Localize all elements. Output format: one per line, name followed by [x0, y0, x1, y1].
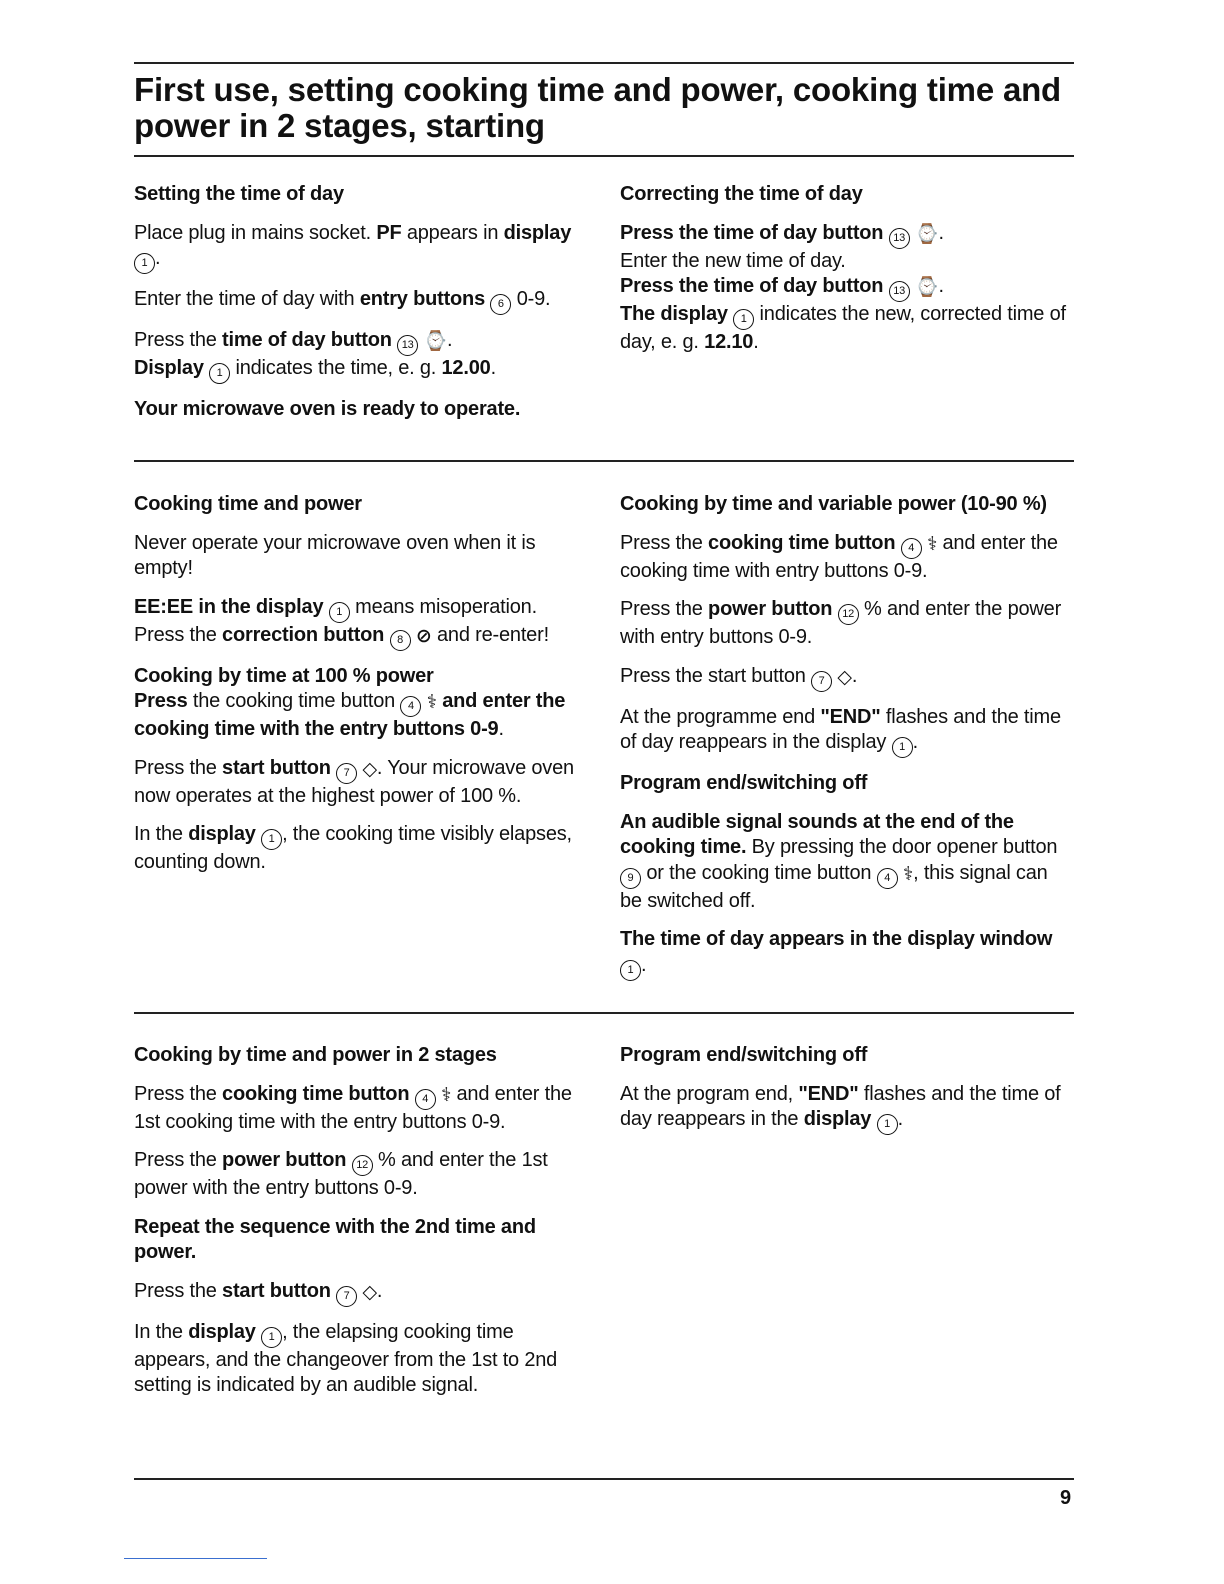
paragraph: Press the start button 7 ◇.	[620, 664, 1070, 692]
start-button-ref-icon: 7	[336, 1286, 357, 1307]
paragraph: At the programme end "END" flashes and the time of day reappears in the display 1 .	[620, 705, 1070, 759]
display-ref-icon: 1	[134, 253, 155, 274]
paragraph: In the display 1 , the cooking time visibly elapses, counting down.	[134, 823, 572, 873]
display-ref-icon: 1	[620, 960, 641, 981]
cooking-time-button-ref-icon: 4	[877, 868, 898, 889]
correcting-time-of-day-section	[620, 182, 1070, 369]
cooking-time-icon: ⚕	[903, 863, 914, 885]
paragraph: The display 1 indicates the new, corrected time of day, e. g. 12.10.	[620, 303, 1066, 353]
display-ref-icon: 1	[892, 737, 913, 758]
cooking-time-button-ref-icon: 4	[400, 696, 421, 717]
two-stage-cooking-section	[134, 1043, 584, 1412]
display-ref-icon: 1	[877, 1114, 898, 1135]
paragraph: Press the time of day button 13 ⌚.	[134, 328, 584, 356]
correction-arrow-icon: ⊘	[415, 625, 432, 647]
display-ref-icon: 1	[329, 602, 350, 623]
start-button-ref-icon: 7	[811, 671, 832, 692]
door-opener-button-ref-icon: 9	[620, 868, 641, 889]
cooking-time-icon: ⚕	[927, 533, 938, 555]
paragraph: Enter the new time of day.	[620, 249, 846, 272]
display-ref-icon: 1	[733, 309, 754, 330]
section-heading: Cooking time and power	[134, 493, 362, 515]
paragraph: Repeat the sequence with the 2nd time and power.	[134, 1215, 536, 1263]
display-ref-icon: 1	[261, 1327, 282, 1348]
clock-icon: ⌚	[423, 331, 447, 352]
paragraph: Press the time of day button 13 ⌚.	[620, 274, 1070, 302]
power-button-ref-icon: 12	[838, 604, 859, 625]
paragraph: Cooking by time at 100 % power	[134, 664, 434, 687]
paragraph: Place plug in mains socket. PF appears in display 1 .	[134, 221, 584, 275]
paragraph: EE:EE in the display 1 means misoperation. Press the correction button 8 ⊘ and re-enter!	[134, 595, 584, 651]
paragraph: Enter the time of day with entry buttons 6 0-9.	[134, 287, 584, 315]
start-icon: ◇	[362, 1281, 377, 1303]
top-rule	[134, 62, 1074, 64]
clock-icon: ⌚	[915, 277, 939, 298]
paragraph: Never operate your microwave oven when it is empty!	[134, 531, 536, 579]
start-icon: ◇	[362, 758, 377, 780]
paragraph: Press the start button 7 ◇. Your microwave oven now operates at the highest power of 100 %.	[134, 756, 574, 807]
time-of-day-button-ref-icon: 13	[397, 335, 418, 356]
setting-time-of-day-section	[134, 182, 584, 436]
paragraph: Press the power button 12 % and enter the 1st power with the entry buttons 0-9.	[134, 1149, 548, 1199]
section-heading: Cooking by time and variable power (10-90 %)	[620, 493, 1047, 515]
program-end-section	[620, 1043, 1070, 1148]
cooking-time-and-power-section	[134, 492, 584, 889]
section-heading: Program end/switching off	[620, 1044, 868, 1066]
section-heading: Cooking by time and power in 2 stages	[134, 1044, 497, 1066]
paragraph: Press the start button 7 ◇.	[134, 1279, 584, 1307]
section-divider	[134, 1012, 1074, 1014]
paragraph: Display 1 indicates the time, e. g. 12.00.	[134, 356, 584, 384]
cooking-time-button-ref-icon: 4	[415, 1089, 436, 1110]
clock-icon: ⌚	[915, 223, 939, 245]
correction-button-ref-icon: 8	[390, 630, 411, 651]
page-title: First use, setting cooking time and power, cooking time and power in 2 stages, starting	[134, 71, 1062, 144]
section-heading: Correcting the time of day	[620, 183, 863, 205]
footer-rule	[134, 1478, 1074, 1480]
start-icon: ◇	[837, 666, 852, 688]
start-button-ref-icon: 7	[336, 763, 357, 784]
paragraph: Your microwave oven is ready to operate.	[134, 398, 521, 420]
page-number: 9	[1060, 1487, 1072, 1509]
paragraph: At the program end, "END" flashes and the time of day reappears in the display 1 .	[620, 1082, 1070, 1136]
paragraph: Press the cooking time button 4 ⚕ and enter the cooking time with entry buttons 0-9.	[620, 531, 1058, 582]
section-heading: Program end/switching off	[620, 772, 868, 794]
paragraph: Press the power button 12 % and enter the power with entry buttons 0-9.	[620, 598, 1062, 648]
display-ref-icon: 1	[261, 829, 282, 850]
section-heading: Setting the time of day	[134, 183, 344, 205]
paragraph: In the display 1 , the elapsing cooking time appears, and the changeover from the 1st to 2nd setting is indicated by an audible signal.	[134, 1320, 558, 1396]
cooking-time-button-ref-icon: 4	[901, 538, 922, 559]
variable-power-section	[620, 492, 1070, 994]
paragraph: Press the cooking time button 4 ⚕ and enter the 1st cooking time with the entry buttons 0-9.	[134, 1082, 572, 1133]
paragraph: The time of day appears in the display window 1 .	[620, 927, 1070, 981]
display-ref-icon: 1	[209, 363, 230, 384]
paragraph: An audible signal sounds at the end of the cooking time. By pressing the door opener button 9 or the cooking time button 4 ⚕, this signal can be switched off.	[620, 810, 1058, 912]
power-button-ref-icon: 12	[352, 1155, 373, 1176]
section-divider	[134, 155, 1074, 157]
scan-artifact-line	[124, 1558, 267, 1559]
paragraph: Press the time of day button 13 ⌚.	[620, 221, 1070, 249]
cooking-time-icon: ⚕	[426, 692, 437, 713]
entry-buttons-ref-icon: 6	[490, 294, 511, 315]
cooking-time-icon: ⚕	[441, 1084, 452, 1106]
time-of-day-button-ref-icon: 13	[889, 228, 910, 249]
section-divider	[134, 460, 1074, 462]
paragraph: Press the cooking time button 4 ⚕ and enter the cooking time with the entry buttons 0-9.	[134, 690, 566, 740]
time-of-day-button-ref-icon: 13	[889, 281, 910, 302]
